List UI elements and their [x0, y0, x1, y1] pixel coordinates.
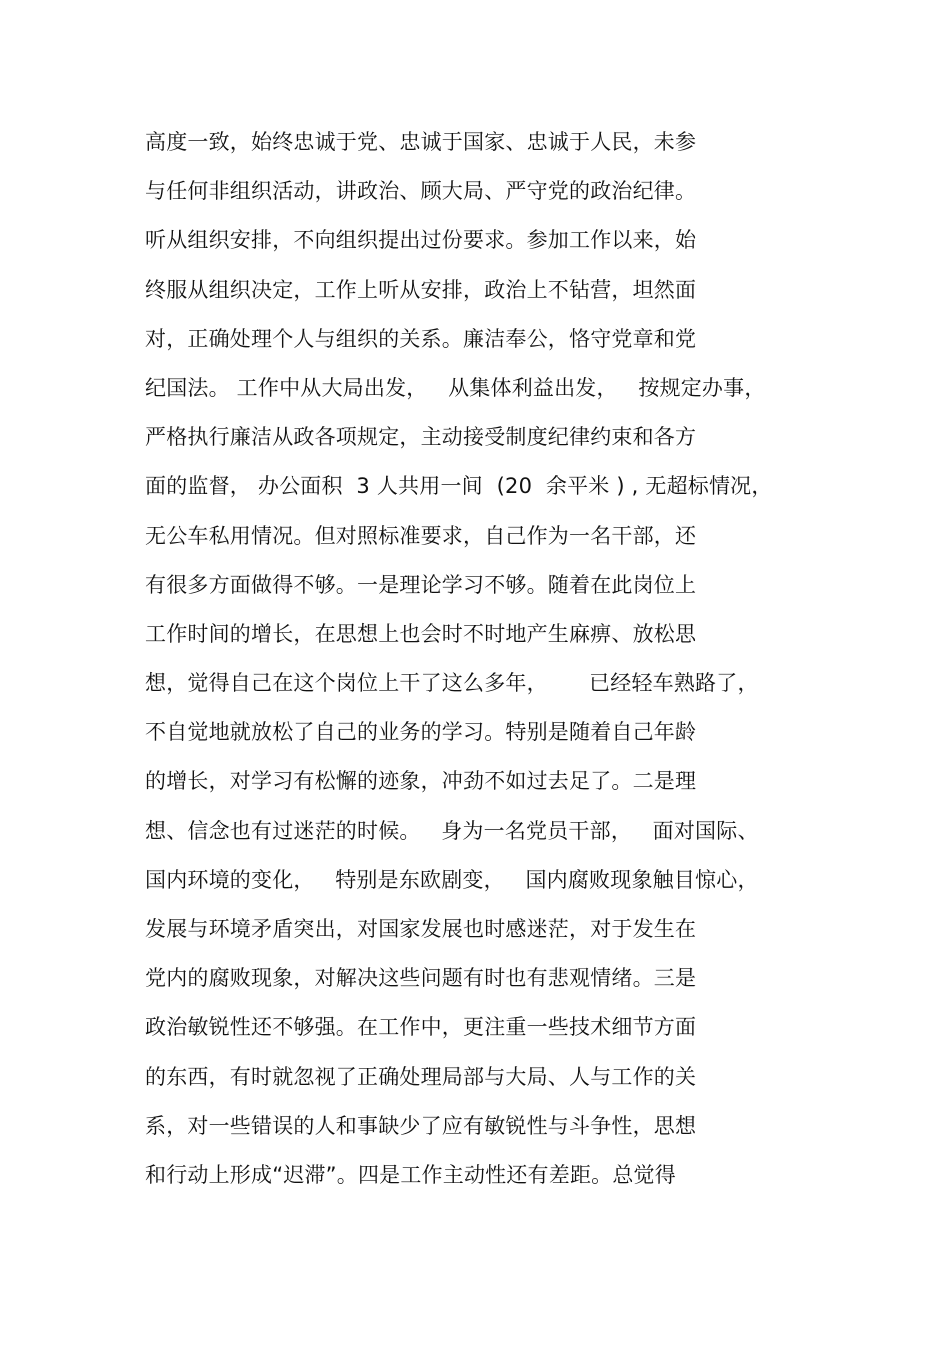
text-line: 党内的腐败现象，对解决这些问题有时也有悲观情绪。三是 [145, 966, 697, 991]
text-line: 和行动上形成“迟滞”。四是工作主动性还有差距。总觉得 [145, 1162, 676, 1187]
text-line: 系，对一些错误的人和事缺少了应有敏锐性与斗争性，思想 [145, 1113, 697, 1138]
text-line: 终服从组织决定，工作上听从安排，政治上不钻营，坦然面 [145, 277, 697, 302]
body-text [145, 122, 805, 1204]
text-line: 有很多方面做得不够。一是理论学习不够。随着在此岗位上 [145, 572, 697, 597]
text-line: 对，正确处理个人与组织的关系。廉洁奉公，恪守党章和党 [145, 326, 697, 351]
text-line: 的增长，对学习有松懈的迹象，冲劲不如过去足了。二是理 [145, 769, 697, 794]
text-line: 发展与环境矛盾突出，对国家发展也时感迷茫，对于发生在 [145, 917, 697, 941]
text-line: 听从组织安排，不向组织提出过份要求。参加工作以来，始 [145, 228, 697, 253]
text-line: 无公车私用情况。但对照标准要求，自己作为一名干部，还 [145, 523, 697, 548]
text-line: 想，觉得自己在这个岗位上干了这么多年， 已经轻车熟路了， [145, 671, 759, 696]
text-line: 严格执行廉洁从政各项规定，主动接受制度纪律约束和各方 [145, 425, 697, 450]
text-line: 国内环境的变化， 特别是东欧剧变， 国内腐败现象触目惊心， [145, 867, 759, 892]
text-line: 高度一致，始终忠诚于党、忠诚于国家、忠诚于人民，未参 [145, 130, 697, 154]
text-line: 与任何非组织活动，讲政治、顾大局、严守党的政治纪律。 [145, 179, 697, 204]
text-line: 面的监督， 办公面积 3 人共用一间 (20 余平米 ) , 无超标情况， [145, 474, 773, 499]
text-line: 政治敏锐性还不够强。在工作中，更注重一些技术细节方面 [145, 1015, 697, 1040]
text-line: 的东西，有时就忽视了正确处理局部与大局、人与工作的关 [145, 1064, 697, 1089]
text-line: 纪国法。 工作中从大局出发， 从集体利益出发， 按规定办事， [145, 375, 766, 400]
text-line: 不自觉地就放松了自己的业务的学习。特别是随着自己年龄 [145, 720, 697, 745]
text-line: 想、信念也有过迷茫的时候。 身为一名党员干部， 面对国际、 [145, 818, 759, 843]
text-line: 工作时间的增长，在思想上也会时不时地产生麻痹、放松思 [145, 621, 697, 646]
